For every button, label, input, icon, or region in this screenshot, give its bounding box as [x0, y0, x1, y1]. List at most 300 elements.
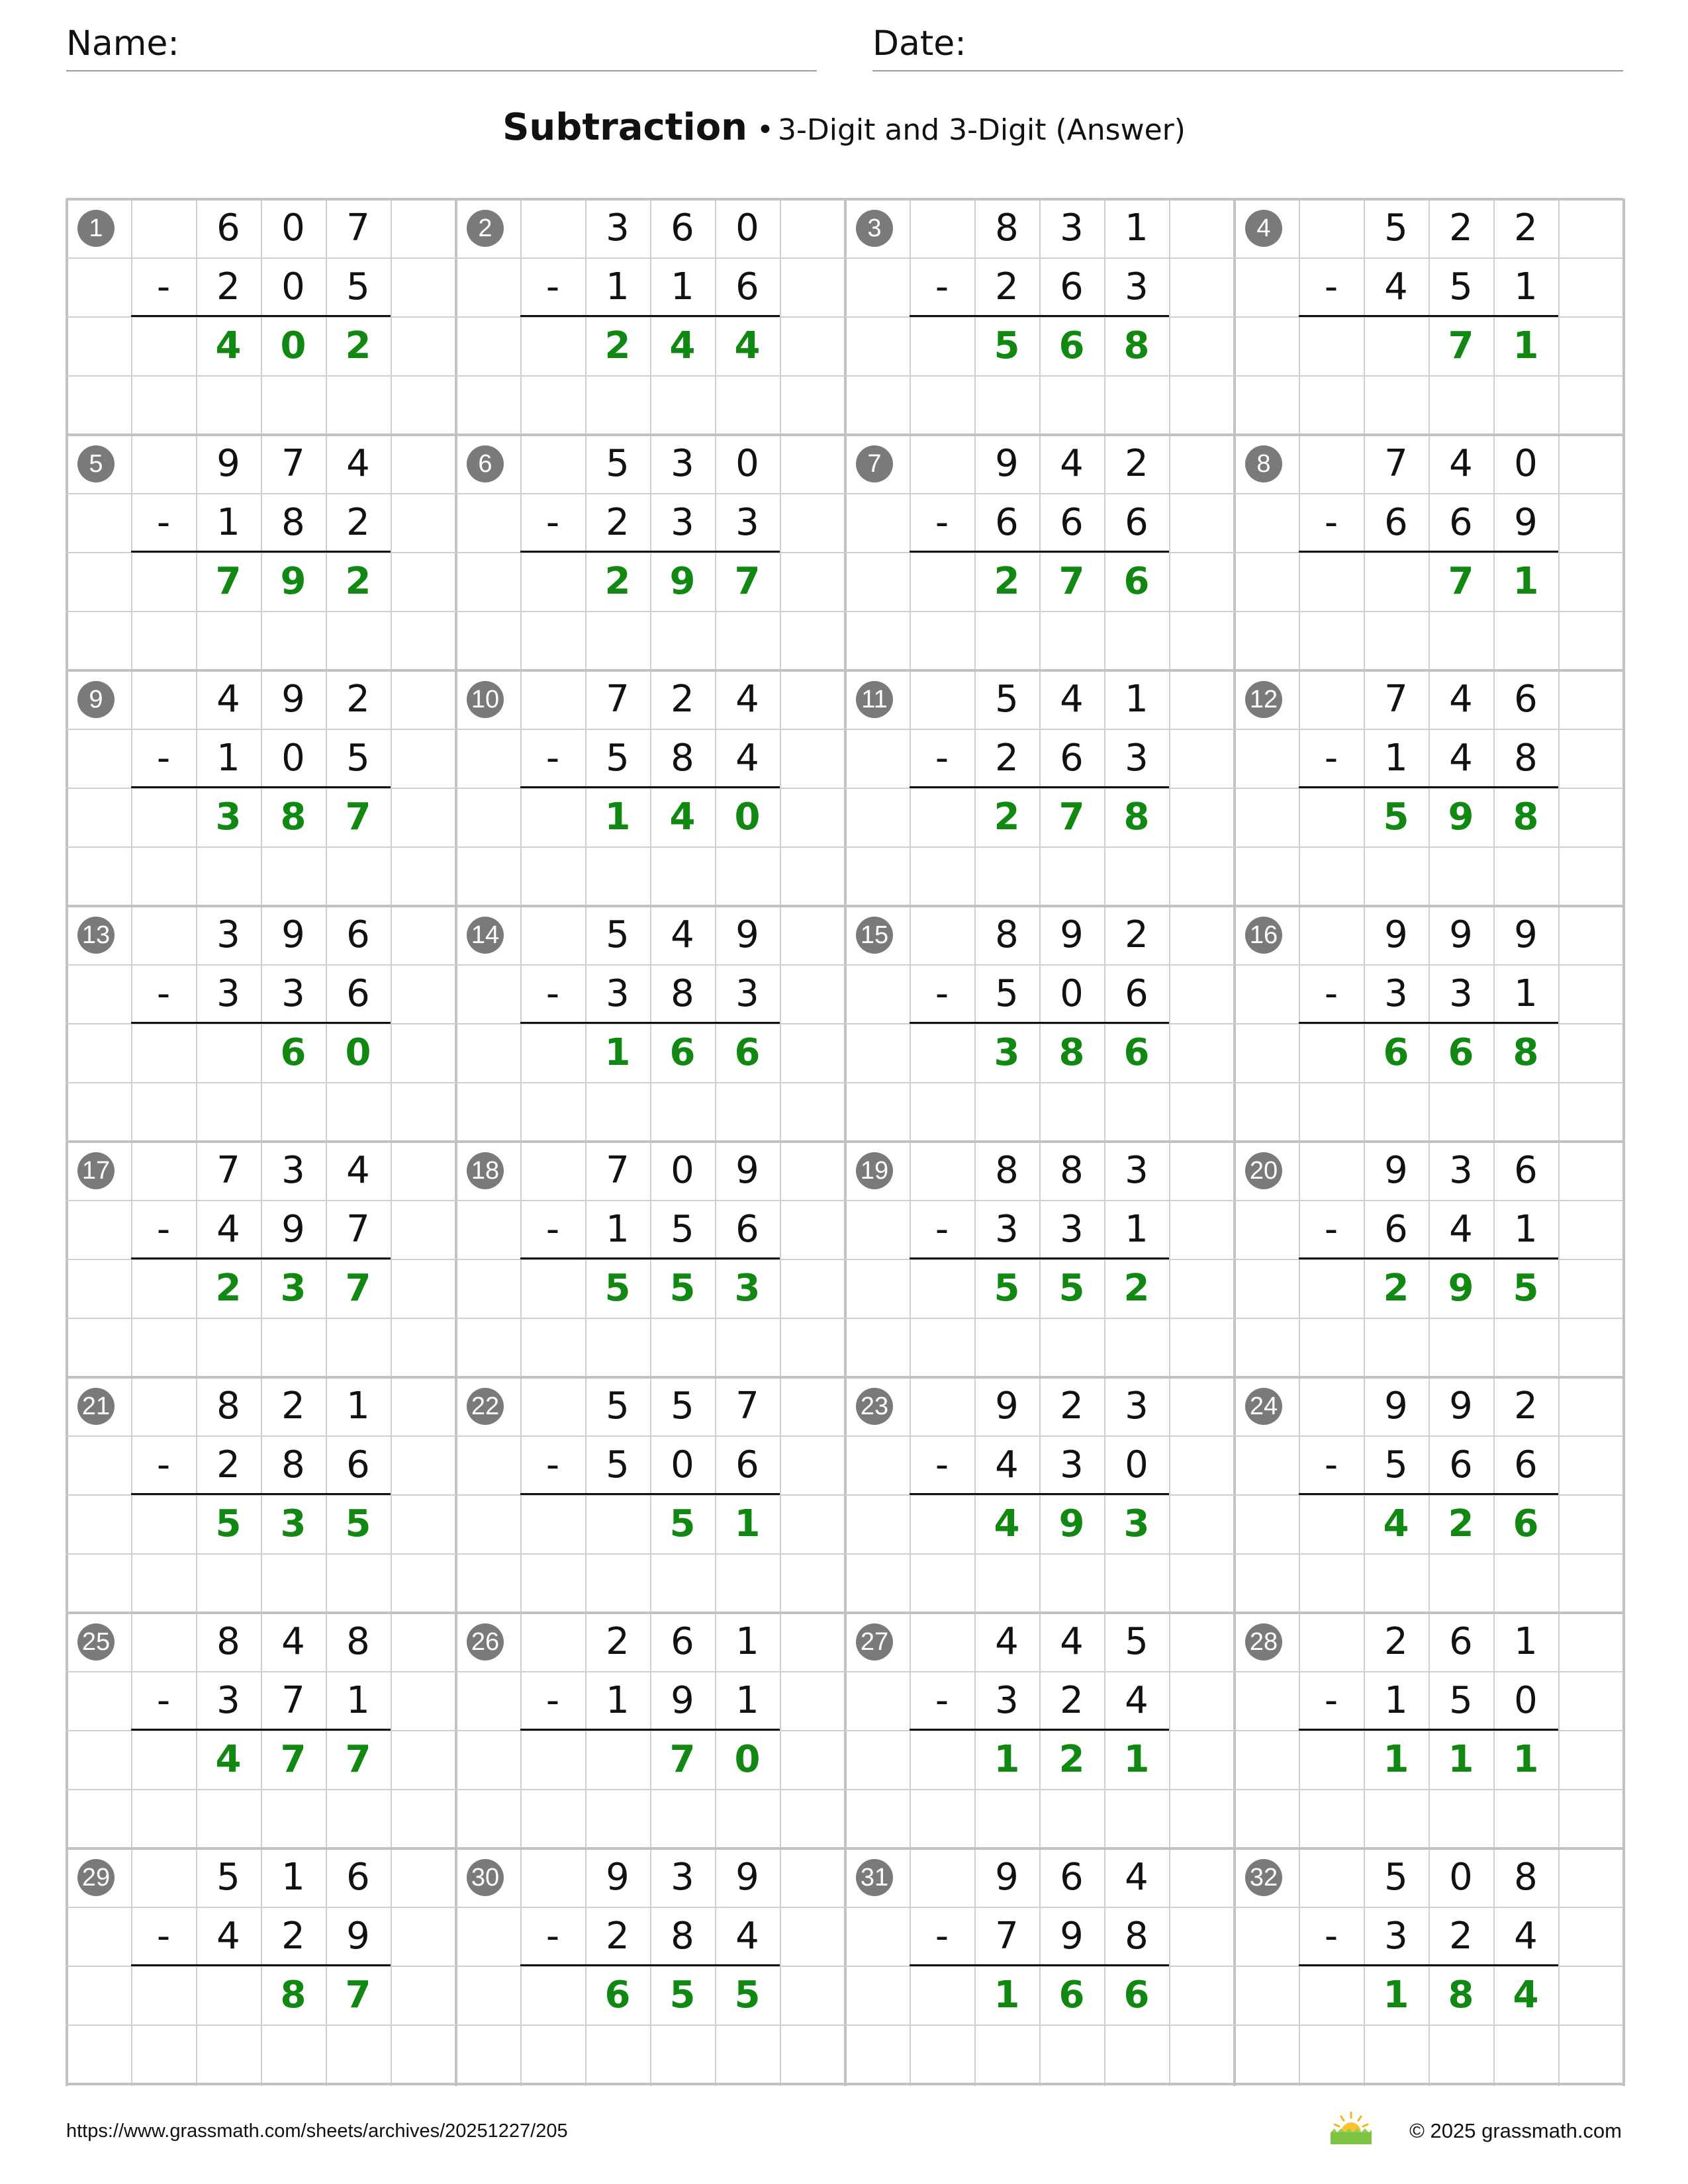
answer-digit: 8: [1448, 1974, 1474, 2017]
minus-sign: -: [1324, 1208, 1338, 1251]
answer-digit: 1: [1383, 1974, 1409, 2017]
answer-digit: 3: [994, 1031, 1020, 1074]
subtrahend-digit: 3: [1125, 737, 1149, 780]
subtrahend-digit: 4: [1449, 1208, 1473, 1251]
problem-27: [845, 1612, 1234, 1848]
minuend-digit: 6: [1060, 1856, 1084, 1899]
minus-sign: -: [545, 1915, 560, 1958]
subtrahend-digit: 5: [606, 737, 630, 780]
answer-digit: 5: [669, 1267, 696, 1310]
answer-rule: [1299, 1964, 1558, 1966]
answer-digit: 7: [280, 1738, 306, 1781]
minuend-digit: 9: [1384, 1385, 1408, 1428]
subtrahend-digit: 6: [995, 501, 1019, 544]
minuend-digit: 9: [735, 1149, 759, 1192]
minuend-digit: 2: [1125, 913, 1149, 956]
answer-digit: 4: [215, 1738, 242, 1781]
minuend-digit: 4: [671, 913, 694, 956]
problem-12: [1234, 670, 1623, 905]
minuend-digit: 8: [995, 206, 1019, 250]
minuend-digit: 9: [1514, 913, 1538, 956]
minuend-digit: 7: [346, 206, 370, 250]
answer-rule: [520, 1964, 780, 1966]
answer-rule: [910, 1729, 1169, 1731]
answer-digit: 2: [994, 560, 1020, 603]
subtrahend-digit: 4: [1514, 1915, 1538, 1958]
subtrahend-digit: 1: [1125, 1208, 1149, 1251]
minuend-digit: 7: [1384, 678, 1408, 721]
answer-digit: 7: [734, 560, 761, 603]
answer-digit: 7: [345, 796, 371, 839]
problem-15: [845, 905, 1234, 1141]
answer-digit: 0: [734, 796, 761, 839]
problem-24: [1234, 1377, 1623, 1612]
answer-digit: 8: [280, 796, 306, 839]
subtrahend-digit: 5: [1384, 1443, 1408, 1486]
answer-digit: [1364, 316, 1429, 375]
problem-number-badge: 16: [1245, 917, 1282, 954]
problem-number-badge: 4: [1245, 210, 1282, 247]
answer-digit: 2: [215, 1267, 242, 1310]
subtrahend-digit: 3: [281, 972, 305, 1015]
minus-sign: -: [935, 1679, 949, 1722]
answer-digit: 1: [1448, 1738, 1474, 1781]
answer-rule: [131, 1493, 391, 1495]
answer-digit: 5: [994, 324, 1020, 367]
answer-digit: 1: [1123, 1738, 1150, 1781]
subtrahend-digit: 7: [281, 1679, 305, 1722]
subtrahend-digit: 4: [1125, 1679, 1149, 1722]
answer-digit: 7: [1058, 560, 1085, 603]
minuend-digit: 9: [606, 1856, 630, 1899]
minuend-digit: 9: [1384, 913, 1408, 956]
minus-sign: -: [545, 972, 560, 1015]
subtrahend-digit: 6: [1384, 1208, 1408, 1251]
name-label: Name:: [66, 24, 179, 64]
answer-rule: [1299, 315, 1558, 317]
problem-31: [845, 1848, 1234, 2083]
subtrahend-digit: 1: [1514, 1208, 1538, 1251]
minuend-digit: 2: [1514, 206, 1538, 250]
minuend-digit: 4: [1125, 1856, 1149, 1899]
subtrahend-digit: 5: [1449, 1679, 1473, 1722]
date-label: Date:: [872, 24, 966, 64]
problem-22: [455, 1377, 845, 1612]
problem-number-badge: 14: [467, 917, 504, 954]
subtrahend-digit: 8: [281, 501, 305, 544]
minus-sign: -: [1324, 972, 1338, 1015]
answer-rule: [520, 1257, 780, 1259]
minus-sign: -: [156, 737, 171, 780]
answer-digit: 9: [669, 560, 696, 603]
minuend-digit: 3: [281, 1149, 305, 1192]
answer-digit: 6: [1058, 324, 1085, 367]
minuend-digit: 4: [346, 442, 370, 485]
minuend-digit: 1: [281, 1856, 305, 1899]
answer-digit: 1: [604, 796, 631, 839]
subtrahend-digit: 1: [216, 737, 240, 780]
problem-number-badge: 23: [856, 1388, 893, 1425]
subtrahend-digit: 2: [216, 265, 240, 308]
problem-26: [455, 1612, 845, 1848]
problem-number-badge: 2: [467, 210, 504, 247]
problem-1: [66, 199, 455, 434]
minuend-digit: 2: [1514, 1385, 1538, 1428]
subtrahend-digit: 4: [216, 1915, 240, 1958]
name-field[interactable]: [66, 24, 817, 71]
answer-digit: 1: [1513, 1738, 1539, 1781]
minuend-digit: 4: [281, 1620, 305, 1663]
subtrahend-digit: 3: [1384, 1915, 1408, 1958]
answer-rule: [1299, 551, 1558, 553]
subtrahend-digit: 1: [606, 1679, 630, 1722]
minuend-digit: 4: [1060, 1620, 1084, 1663]
answer-digit: 0: [280, 324, 306, 367]
minuend-digit: 9: [1449, 1385, 1473, 1428]
minus-sign: -: [156, 1915, 171, 1958]
subtrahend-digit: 4: [216, 1208, 240, 1251]
subtrahend-digit: 2: [1449, 1915, 1473, 1958]
answer-digit: 6: [1123, 1031, 1150, 1074]
answer-rule: [520, 551, 780, 553]
minuend-digit: 8: [346, 1620, 370, 1663]
answer-digit: 1: [994, 1738, 1020, 1781]
answer-rule: [910, 786, 1169, 788]
minuend-digit: 5: [216, 1856, 240, 1899]
subtrahend-digit: 3: [1384, 972, 1408, 1015]
subtrahend-digit: 6: [1125, 972, 1149, 1015]
answer-rule: [131, 551, 391, 553]
answer-digit: 4: [734, 324, 761, 367]
answer-digit: 3: [215, 796, 242, 839]
answer-rule: [910, 1964, 1169, 1966]
subtrahend-digit: 0: [671, 1443, 694, 1486]
subtrahend-digit: 2: [216, 1443, 240, 1486]
minuend-digit: 4: [735, 678, 759, 721]
minus-sign: -: [156, 1208, 171, 1251]
subtrahend-digit: 3: [216, 972, 240, 1015]
answer-rule: [520, 786, 780, 788]
answer-rule: [910, 1493, 1169, 1495]
answer-digit: 6: [1513, 1502, 1539, 1545]
problem-number-badge: 27: [856, 1623, 893, 1661]
minuend-digit: 9: [735, 1856, 759, 1899]
minus-sign: -: [935, 1208, 949, 1251]
minus-sign: -: [545, 265, 560, 308]
problem-19: [845, 1141, 1234, 1377]
subtrahend-digit: 8: [1514, 737, 1538, 780]
answer-digit: 8: [1513, 1031, 1539, 1074]
minus-sign: -: [545, 501, 560, 544]
minuend-digit: 6: [1514, 1149, 1538, 1192]
answer-digit: 2: [345, 324, 371, 367]
problem-9: [66, 670, 455, 905]
title-main: Subtraction: [502, 106, 748, 149]
minuend-digit: 1: [1125, 678, 1149, 721]
subtrahend-digit: 8: [671, 737, 694, 780]
problem-number-badge: 7: [856, 445, 893, 482]
minuend-digit: 9: [281, 913, 305, 956]
answer-rule: [131, 1022, 391, 1024]
answer-digit: 2: [1123, 1267, 1150, 1310]
subtrahend-digit: 3: [1060, 1443, 1084, 1486]
problem-number-badge: 32: [1245, 1859, 1282, 1896]
answer-digit: 5: [345, 1502, 371, 1545]
problem-20: [1234, 1141, 1623, 1377]
subtrahend-digit: 0: [1125, 1443, 1149, 1486]
answer-digit: 1: [994, 1974, 1020, 2017]
problem-8: [1234, 434, 1623, 670]
minuend-digit: 3: [671, 442, 694, 485]
subtrahend-digit: 6: [1449, 1443, 1473, 1486]
subtrahend-digit: 6: [1449, 501, 1473, 544]
minus-sign: -: [935, 501, 949, 544]
minuend-digit: 5: [1125, 1620, 1149, 1663]
minuend-digit: 7: [216, 1149, 240, 1192]
problem-number-badge: 17: [77, 1152, 115, 1189]
minuend-digit: 2: [1449, 206, 1473, 250]
minuend-digit: 3: [671, 1856, 694, 1899]
problem-29: [66, 1848, 455, 2083]
minuend-digit: 0: [1514, 442, 1538, 485]
problem-3: [845, 199, 1234, 434]
minuend-digit: 3: [1449, 1149, 1473, 1192]
answer-rule: [131, 1964, 391, 1966]
minuend-digit: 8: [216, 1620, 240, 1663]
minuend-digit: 9: [995, 1856, 1019, 1899]
title-subtitle: 3-Digit and 3-Digit (Answer): [778, 113, 1186, 147]
problem-10: [455, 670, 845, 905]
minuend-digit: 3: [1060, 206, 1084, 250]
minuend-digit: 4: [1449, 678, 1473, 721]
answer-digit: 6: [669, 1031, 696, 1074]
subtrahend-digit: 0: [1514, 1679, 1538, 1722]
answer-digit: 2: [994, 796, 1020, 839]
answer-digit: 4: [669, 324, 696, 367]
subtrahend-digit: 1: [671, 265, 694, 308]
problem-number-badge: 18: [467, 1152, 504, 1189]
problem-number-badge: 8: [1245, 445, 1282, 482]
answer-digit: 6: [604, 1974, 631, 2017]
answer-digit: 5: [669, 1974, 696, 2017]
subtrahend-digit: 0: [281, 265, 305, 308]
minus-sign: -: [935, 1915, 949, 1958]
minus-sign: -: [156, 1679, 171, 1722]
answer-rule: [1299, 1493, 1558, 1495]
problem-number-badge: 20: [1245, 1152, 1282, 1189]
answer-rule: [520, 1729, 780, 1731]
subtrahend-digit: 1: [735, 1679, 759, 1722]
problem-11: [845, 670, 1234, 905]
subtrahend-digit: 1: [1514, 265, 1538, 308]
minuend-digit: 6: [346, 913, 370, 956]
date-field[interactable]: [872, 24, 1623, 71]
minuend-digit: 5: [606, 1385, 630, 1428]
answer-rule: [1299, 1022, 1558, 1024]
subtrahend-digit: 6: [1060, 501, 1084, 544]
minuend-digit: 2: [606, 1620, 630, 1663]
minus-sign: -: [545, 1208, 560, 1251]
answer-digit: 8: [1058, 1031, 1085, 1074]
answer-rule: [520, 1493, 780, 1495]
subtrahend-digit: 3: [995, 1679, 1019, 1722]
answer-rule: [1299, 786, 1558, 788]
answer-digit: 6: [1058, 1974, 1085, 2017]
answer-rule: [520, 1022, 780, 1024]
subtrahend-digit: 5: [995, 972, 1019, 1015]
answer-digit: 5: [734, 1974, 761, 2017]
subtrahend-digit: 6: [1060, 265, 1084, 308]
problem-number-badge: 11: [856, 681, 893, 718]
problem-number-badge: 5: [77, 445, 115, 482]
answer-digit: 7: [1448, 324, 1474, 367]
minus-sign: -: [545, 1679, 560, 1722]
answer-digit: 6: [1123, 1974, 1150, 2017]
problem-14: [455, 905, 845, 1141]
problem-28: [1234, 1612, 1623, 1848]
minuend-digit: 6: [671, 206, 694, 250]
answer-digit: 6: [1383, 1031, 1409, 1074]
subtrahend-digit: 1: [1514, 972, 1538, 1015]
subtrahend-digit: 0: [281, 737, 305, 780]
minuend-digit: 6: [1514, 678, 1538, 721]
problem-17: [66, 1141, 455, 1377]
minuend-digit: 8: [995, 1149, 1019, 1192]
answer-digit: 9: [1058, 1502, 1085, 1545]
answer-rule: [910, 1022, 1169, 1024]
answer-digit: [196, 1023, 261, 1082]
answer-digit: [1364, 552, 1429, 611]
answer-digit: 7: [345, 1267, 371, 1310]
subtrahend-digit: 4: [1384, 265, 1408, 308]
minuend-digit: 0: [671, 1149, 694, 1192]
subtrahend-digit: 2: [995, 265, 1019, 308]
answer-digit: 7: [1058, 796, 1085, 839]
subtrahend-digit: 6: [1514, 1443, 1538, 1486]
answer-digit: 9: [1448, 796, 1474, 839]
answer-digit: 0: [734, 1738, 761, 1781]
problem-21: [66, 1377, 455, 1612]
answer-digit: [585, 1730, 650, 1789]
subtrahend-digit: 6: [1125, 501, 1149, 544]
minus-sign: -: [1324, 1915, 1338, 1958]
minuend-digit: 4: [1060, 442, 1084, 485]
minuend-digit: 2: [671, 678, 694, 721]
minuend-digit: 8: [1514, 1856, 1538, 1899]
minuend-digit: 2: [346, 678, 370, 721]
problem-number-badge: 29: [77, 1859, 115, 1896]
minuend-digit: 9: [281, 678, 305, 721]
problem-number-badge: 9: [77, 681, 115, 718]
subtrahend-digit: 1: [1384, 737, 1408, 780]
minus-sign: -: [1324, 265, 1338, 308]
minuend-digit: 7: [735, 1385, 759, 1428]
minus-sign: -: [935, 1443, 949, 1486]
subtrahend-digit: 1: [216, 501, 240, 544]
problem-number-badge: 10: [467, 681, 504, 718]
answer-digit: 1: [1513, 560, 1539, 603]
minuend-digit: 5: [606, 442, 630, 485]
answer-digit: 8: [280, 1974, 306, 2017]
answer-digit: 0: [345, 1031, 371, 1074]
subtrahend-digit: 2: [606, 1915, 630, 1958]
answer-digit: 3: [734, 1267, 761, 1310]
answer-rule: [520, 315, 780, 317]
minuend-digit: 3: [1125, 1149, 1149, 1192]
answer-rule: [131, 1729, 391, 1731]
subtrahend-digit: 1: [346, 1679, 370, 1722]
subtrahend-digit: 4: [1449, 737, 1473, 780]
answer-digit: 3: [280, 1267, 306, 1310]
subtrahend-digit: 9: [671, 1679, 694, 1722]
footer-url: https://www.grassmath.com/sheets/archives/20251227/205: [66, 2120, 568, 2142]
minuend-digit: 4: [1060, 678, 1084, 721]
problem-18: [455, 1141, 845, 1377]
minuend-digit: 8: [1060, 1149, 1084, 1192]
answer-rule: [910, 315, 1169, 317]
subtrahend-digit: 2: [606, 501, 630, 544]
subtrahend-digit: 0: [1060, 972, 1084, 1015]
minuend-digit: 4: [995, 1620, 1019, 1663]
subtrahend-digit: 1: [606, 1208, 630, 1251]
problem-number-badge: 1: [77, 210, 115, 247]
problem-number-badge: 28: [1245, 1623, 1282, 1661]
problem-number-badge: 12: [1245, 681, 1282, 718]
answer-rule: [910, 551, 1169, 553]
subtrahend-digit: 8: [1125, 1915, 1149, 1958]
minuend-digit: 2: [1384, 1620, 1408, 1663]
problem-number-badge: 22: [467, 1388, 504, 1425]
subtrahend-digit: 8: [281, 1443, 305, 1486]
grass-sun-logo-icon: [1327, 2110, 1376, 2147]
problem-number-badge: 24: [1245, 1388, 1282, 1425]
minus-sign: -: [156, 501, 171, 544]
minuend-digit: 7: [1384, 442, 1408, 485]
subtrahend-digit: 2: [346, 501, 370, 544]
subtrahend-digit: 4: [995, 1443, 1019, 1486]
minuend-digit: 4: [346, 1149, 370, 1192]
problem-23: [845, 1377, 1234, 1612]
worksheet-title: [0, 106, 1688, 149]
subtrahend-digit: 3: [606, 972, 630, 1015]
minus-sign: -: [1324, 737, 1338, 780]
minuend-digit: 1: [735, 1620, 759, 1663]
minuend-digit: 6: [671, 1620, 694, 1663]
answer-digit: 5: [1058, 1267, 1085, 1310]
minus-sign: -: [545, 1443, 560, 1486]
minuend-digit: 9: [1060, 913, 1084, 956]
problem-4: [1234, 199, 1623, 434]
minuend-digit: 7: [606, 1149, 630, 1192]
problem-number-badge: 21: [77, 1388, 115, 1425]
answer-digit: 4: [1513, 1974, 1539, 2017]
subtrahend-digit: 2: [995, 737, 1019, 780]
answer-digit: 4: [994, 1502, 1020, 1545]
subtrahend-digit: 3: [735, 501, 759, 544]
answer-digit: 5: [1383, 796, 1409, 839]
answer-digit: 7: [1448, 560, 1474, 603]
answer-digit: 7: [345, 1738, 371, 1781]
problem-number-badge: 13: [77, 917, 115, 954]
minus-sign: -: [935, 265, 949, 308]
answer-digit: 5: [669, 1502, 696, 1545]
minuend-digit: 2: [281, 1385, 305, 1428]
problem-number-badge: 30: [467, 1859, 504, 1896]
subtrahend-digit: 8: [671, 1915, 694, 1958]
minuend-digit: 0: [735, 206, 759, 250]
answer-rule: [131, 786, 391, 788]
answer-digit: 1: [734, 1502, 761, 1545]
